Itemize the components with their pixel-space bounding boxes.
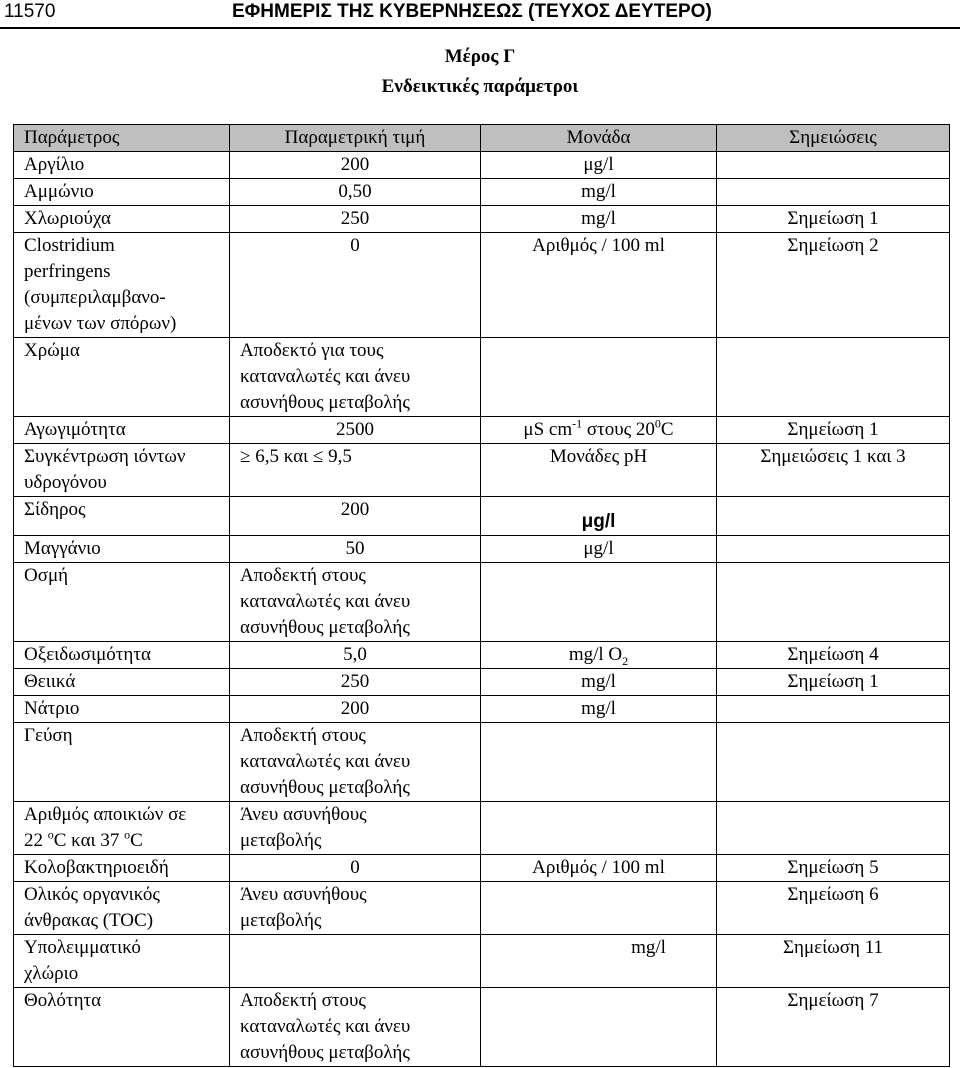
cell-value: 250: [230, 669, 481, 696]
cell-parameter: Υπολειμματικό χλώριο: [14, 935, 230, 988]
unit-superscript: -1: [572, 416, 583, 431]
table-row: [14, 882, 950, 935]
cell-unit: [481, 802, 717, 855]
cell-note: [717, 723, 950, 802]
cell-unit: Αριθμός / 100 ml: [481, 855, 717, 882]
table-row: [14, 179, 950, 206]
cell-unit: Μονάδες pH: [481, 444, 717, 497]
cell-value: 2500: [230, 417, 481, 444]
unit-text: mg/l O: [568, 644, 623, 665]
table-row: [14, 444, 950, 497]
cell-note: [717, 338, 950, 417]
cell-value: 5,0: [230, 642, 481, 669]
parameters-table: [13, 124, 950, 1067]
cell-parameter: Θολότητα: [14, 988, 230, 1067]
cell-parameter: Οξειδωσιμότητα: [14, 642, 230, 669]
cell-note: Σημείωση 7: [717, 988, 950, 1067]
cell-parameter: Αργίλιο: [14, 152, 230, 179]
cell-unit: mg/l: [481, 179, 717, 206]
cell-parameter: Νάτριο: [14, 696, 230, 723]
cell-parameter: Ολικός οργανικός άνθρακας (TOC): [14, 882, 230, 935]
cell-note: Σημείωση 5: [717, 855, 950, 882]
cell-value: 250: [230, 206, 481, 233]
table-header-row: [14, 125, 950, 152]
table-row: [14, 152, 950, 179]
cell-note: Σημείωση 1: [717, 206, 950, 233]
cell-parameter: Χλωριούχα: [14, 206, 230, 233]
table-row: [14, 723, 950, 802]
cell-unit: [481, 988, 717, 1067]
cell-parameter: Θειικά: [14, 669, 230, 696]
cell-value: Άνευ ασυνήθους μεταβολής: [230, 882, 481, 935]
cell-parameter: Σίδηρος: [14, 497, 230, 536]
ge-symbol: ≥: [240, 446, 251, 467]
cell-note: Σημειώσεις 1 και 3: [717, 444, 950, 497]
cell-note: [717, 536, 950, 563]
table-row: [14, 233, 950, 338]
unit-text: στους 20: [582, 419, 655, 440]
cell-unit: [481, 563, 717, 642]
table-row: [14, 696, 950, 723]
cell-parameter: Συγκέντρωση ιόντων υδρογόνου: [14, 444, 230, 497]
table-row: [14, 338, 950, 417]
cell-note: [717, 563, 950, 642]
section-part: Μέρος Γ: [444, 46, 516, 67]
table-row: [14, 563, 950, 642]
unit-superscript: 0: [654, 416, 661, 431]
cell-unit: mg/l: [481, 669, 717, 696]
table-row: [14, 206, 950, 233]
cell-value: Αποδεκτό για τους καταναλωτές και άνευ ασυνήθους μεταβολής: [230, 338, 481, 417]
cell-value: 0,50: [230, 179, 481, 206]
cell-unit: mg/l: [481, 696, 717, 723]
unit-text: C: [660, 419, 674, 440]
cell-value: Αποδεκτή στους καταναλωτές και άνευ ασυνήθους μεταβολής: [230, 723, 481, 802]
gazette-title: ΕΦΗΜΕΡΙΣ ΤΗΣ ΚΥΒΕΡΝΗΣΕΩΣ (ΤΕΥΧΟΣ ΔΕΥΤΕΡΟ): [232, 1, 712, 22]
cell-value: Άνευ ασυνήθους μεταβολής: [230, 802, 481, 855]
cell-value: 200: [230, 152, 481, 179]
param-text: 22: [24, 830, 48, 851]
table-row: [14, 802, 950, 855]
cell-note: [717, 497, 950, 536]
cell-unit: μg/l: [481, 497, 717, 536]
header-notes: Σημειώσεις: [717, 125, 950, 152]
header-parameter: Παράμετρος: [14, 125, 230, 152]
cell-note: Σημείωση 1: [717, 669, 950, 696]
cell-parameter: Γεύση: [14, 723, 230, 802]
cell-note: Σημείωση 2: [717, 233, 950, 338]
cell-parameter: Χρώμα: [14, 338, 230, 417]
degree-mark: o: [47, 827, 54, 842]
unit-subscript: 2: [622, 653, 629, 668]
cell-unit: [481, 882, 717, 935]
cell-parameter: [14, 802, 230, 855]
unit-text: μS cm: [523, 419, 573, 440]
cell-parameter: Μαγγάνιο: [14, 536, 230, 563]
cell-value: 200: [230, 497, 481, 536]
cell-parameter: Οσμή: [14, 563, 230, 642]
cell-unit: [481, 723, 717, 802]
cell-value: 50: [230, 536, 481, 563]
cell-unit: [481, 338, 717, 417]
table-row: [14, 988, 950, 1067]
le-symbol: ≤: [312, 446, 324, 467]
cell-value: Αποδεκτή στους καταναλωτές και άνευ ασυνήθους μεταβολής: [230, 563, 481, 642]
header-rule: [0, 27, 960, 29]
cell-unit: mg/l: [481, 206, 717, 233]
cell-note: [717, 152, 950, 179]
cell-parameter: Clostridium perfringens (συμπεριλαμβανο-μένων των σπόρων): [14, 233, 230, 338]
cell-note: Σημείωση 6: [717, 882, 950, 935]
cell-value: 0: [230, 233, 481, 338]
cell-unit: [481, 417, 717, 444]
section-title: Ενδεικτικές παράμετροι: [381, 76, 579, 97]
table-row: [14, 669, 950, 696]
page-header: [0, 0, 960, 28]
param-text: C: [130, 830, 143, 851]
table-row: [14, 855, 950, 882]
param-text: Αριθμός αποικιών σε: [24, 804, 187, 825]
cell-note: [717, 179, 950, 206]
table-row: [14, 935, 950, 988]
cell-parameter: Αγωγιμότητα: [14, 417, 230, 444]
cell-unit: mg/l: [481, 935, 717, 988]
cell-unit: μg/l: [481, 152, 717, 179]
cell-value: 200: [230, 696, 481, 723]
header-value: Παραμετρική τιμή: [230, 125, 481, 152]
table-row: [14, 417, 950, 444]
value-text: 9,5: [323, 446, 352, 467]
cell-note: [717, 802, 950, 855]
cell-note: [717, 696, 950, 723]
cell-value: [230, 935, 481, 988]
cell-value: 0: [230, 855, 481, 882]
cell-unit: μg/l: [481, 536, 717, 563]
degree-mark: o: [124, 827, 131, 842]
cell-parameter: Αμμώνιο: [14, 179, 230, 206]
table-row: [14, 642, 950, 669]
cell-value: Αποδεκτή στους καταναλωτές και άνευ ασυνήθους μεταβολής: [230, 988, 481, 1067]
param-text: C και 37: [53, 830, 125, 851]
table-row: [14, 497, 950, 536]
page-number: 11570: [4, 1, 56, 22]
value-text: 6,5 και: [250, 446, 313, 467]
cell-note: Σημείωση 4: [717, 642, 950, 669]
cell-note: Σημείωση 11: [717, 935, 950, 988]
table-row: [14, 536, 950, 563]
cell-parameter: Κολοβακτηριοειδή: [14, 855, 230, 882]
cell-unit: Αριθμός / 100 ml: [481, 233, 717, 338]
cell-unit: [481, 642, 717, 669]
cell-note: Σημείωση 1: [717, 417, 950, 444]
cell-value: [230, 444, 481, 497]
header-unit: Μονάδα: [481, 125, 717, 152]
